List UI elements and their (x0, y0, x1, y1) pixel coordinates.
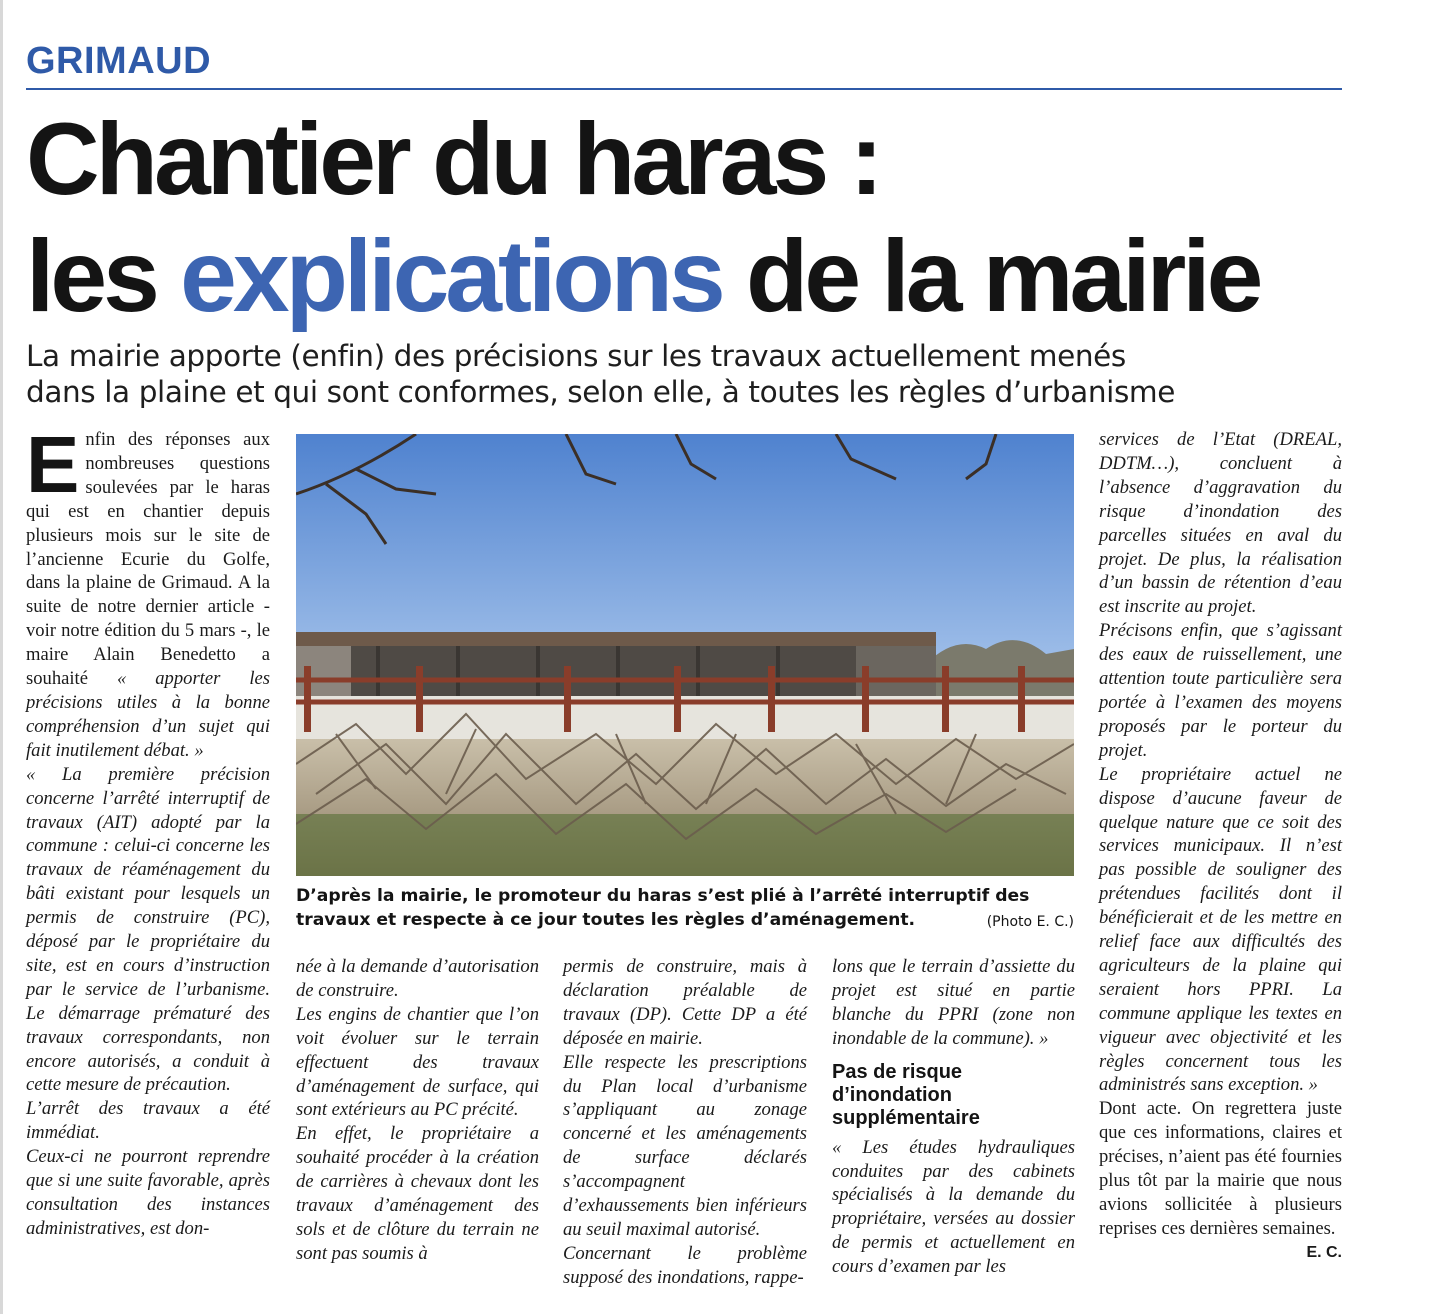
paragraph: services de l’Etat (DREAL, DDTM…), concluent à l’absence d’aggravation du risque d’inondation des parcelles situées en aval du projet. De plus, la réalisation d’un bassin de rétention d’eau est inscrite au projet. (1099, 429, 1342, 618)
paragraph: Le propriétaire actuel ne dispose d’aucune faveur de quelque nature que ce soit des services municipaux. Il n’est pas possible de souligner des prétendues facilités dont il bénéficierait et de les mettre en relief face aux difficultés des agriculteurs de la plaine qui seraient hors PPRI. La commune applique les textes en vigueur avec objectivité et les règles concernent tous les administrés sans exception. » (1099, 763, 1342, 1096)
deck (26, 338, 1346, 410)
mayor-quote: « apporter les précisions utiles à la bonne compréhension d’un sujet qui fait inutilement débat. » (26, 668, 270, 761)
stables-photo-icon (296, 434, 1074, 876)
headline-line-1: Chantier du haras : (26, 102, 880, 216)
photo-credit: (Photo E. C.) (986, 914, 1074, 930)
kicker-rule (26, 88, 1342, 90)
paragraph: En effet, le propriétaire a souhaité procéder à la création de carrières à chevaux dont les travaux d’aménagement des sols et de clôture du terrain ne sont pas soumis à (296, 1123, 539, 1264)
paragraph: L’arrêt des travaux a été immédiat. (26, 1098, 270, 1144)
headline-line-2-pre: les (26, 219, 181, 333)
intro-paragraph (26, 420, 270, 763)
article-column-3 (563, 955, 807, 1290)
article-column-4 (832, 955, 1075, 1279)
page-edge (0, 0, 3, 1314)
author-signature: E. C. (1306, 1243, 1342, 1261)
photo-caption (296, 884, 1074, 934)
headline-line-2 (26, 219, 1260, 333)
headline-accent-word: explications (180, 219, 722, 333)
paragraph: Concernant le problème supposé des inondations, rappe- (563, 1242, 807, 1288)
paragraph: Précisons enfin, que s’agissant des eaux de ruissellement, une attention toute particulière sera portée à l’examen des moyens proposés par le porteur du projet. (1099, 620, 1342, 761)
section-kicker: GRIMAUD (26, 40, 212, 82)
paragraph: permis de construire, mais à déclaration préalable de travaux (DP). Cette DP a été déposée en mairie. (563, 956, 807, 1049)
conclusion-paragraph: Dont acte. On regrettera juste que ces informations, claires et précises, n’aient pas été fournies plus tôt par la mairie que nous avions sollicitée à plusieurs reprises ces dernières semaines. (1099, 1098, 1342, 1239)
caption-text: D’après la mairie, le promoteur du haras s’est plié à l’arrêté interruptif des travaux et respecte à ce jour toutes les règles d’aménagement. (296, 886, 1030, 930)
paragraph: Les engins de chantier que l’on voit évoluer sur le terrain effectuent des travaux d’aménagement de surface, qui sont extérieurs au PC précité. (296, 1003, 539, 1121)
subheading: Pas de risque d’inondation supplémentaire (832, 1060, 980, 1129)
paragraph: lons que le terrain d’assiette du projet est situé en partie blanche du PPRI (zone non inondable de la commune). » (832, 956, 1075, 1049)
article-photo (296, 434, 1074, 876)
article-column-2 (296, 955, 539, 1266)
deck-line-1: La mairie apporte (enfin) des précisions sur les travaux actuellement menés (26, 339, 1126, 373)
paragraph: Ceux-ci ne pourront reprendre que si une suite favorable, après consultation des instances administratives, est don- (26, 1146, 270, 1239)
paragraph: « La première précision concerne l’arrêté interruptif de travaux (AIT) adopté par la commune : celui-ci concerne les travaux de réaménagement du bâti existant pour lesquels un permis de construire (PC), déposé par le propriétaire du site, est en cours d’instruction par le service de l’urbanisme. Le démarrage prématuré des travaux correspondants, non encore autorisés, a conduit à cette mesure de précaution. (26, 763, 270, 1096)
article-column-5 (1099, 428, 1342, 1265)
intro-text: nfin des réponses aux nombreuses questions soulevées par le haras qui est en chantier depuis plusieurs mois sur le site de l’ancienne Ecurie du Golfe, dans la plaine de Grimaud. A la suite de notre dernier article - voir notre édition du 5 mars -, le maire Alain Benedetto a souhaité (26, 429, 270, 690)
deck-line-2: dans la plaine et qui sont conformes, selon elle, à toutes les règles d’urbanisme (26, 375, 1176, 409)
drop-cap: E (26, 420, 80, 509)
headline-line-2-post: de la mairie (721, 219, 1260, 333)
paragraph: « Les études hydrauliques conduites par des cabinets spécialisés à la demande du propriétaire, versées au dossier de permis et actuellement en cours d’examen par les (832, 1136, 1075, 1278)
article-column-1 (26, 420, 270, 1241)
paragraph: Elle respecte les prescriptions du Plan local d’urbanisme s’appliquant au zonage concerné et les aménagements de surface déclarés s’accompagnent d’exhaussements bien inférieurs au seuil maximal autorisé. (563, 1051, 807, 1240)
paragraph: née à la demande d’autorisation de construire. (296, 956, 539, 1001)
